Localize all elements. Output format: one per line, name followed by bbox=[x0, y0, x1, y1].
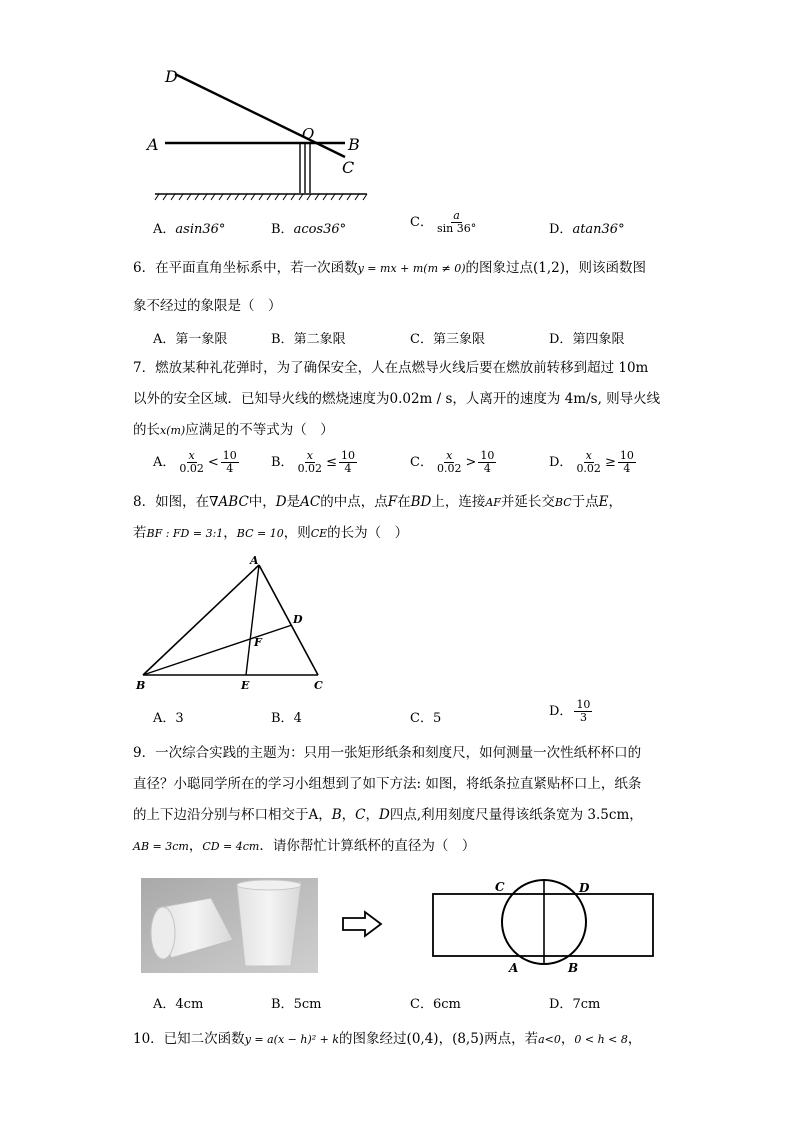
segment-dc bbox=[175, 74, 345, 157]
q7-option-d-op: ≥ bbox=[604, 455, 616, 470]
q9-t3: ， bbox=[365, 807, 380, 823]
q8-option-b-letter: B． bbox=[271, 711, 294, 726]
q6-option-a-letter: A． bbox=[153, 332, 176, 347]
q6-option-c-text: 第三象限 bbox=[432, 332, 485, 347]
q9-t2: ， bbox=[341, 807, 356, 823]
q10-t6: ， bbox=[627, 1031, 642, 1047]
q9-option-d-text: 7cm bbox=[572, 997, 601, 1012]
q5-option-c[interactable] bbox=[410, 210, 480, 235]
q8-option-d[interactable] bbox=[549, 699, 594, 724]
q10-t5: ， bbox=[560, 1031, 575, 1047]
q9-cd: CD = 4cm bbox=[202, 840, 260, 853]
q9-option-c[interactable] bbox=[410, 993, 461, 1012]
q7-option-c-den1: 0.02 bbox=[436, 462, 462, 475]
q9-line-2 bbox=[133, 775, 641, 793]
q6-text-2: 的图象过点 bbox=[465, 260, 534, 276]
q7-option-d-num2: 10 bbox=[619, 449, 634, 462]
q8-t8: 于点 bbox=[571, 494, 599, 510]
q8-ac: AC bbox=[300, 494, 321, 510]
q8-t2: 中， bbox=[248, 494, 276, 510]
q7-option-d-frac1 bbox=[574, 450, 603, 475]
q9-option-d[interactable] bbox=[549, 993, 600, 1012]
arrow-right-icon bbox=[341, 910, 383, 938]
q5-label-d: D bbox=[165, 67, 178, 86]
q7-line-3 bbox=[133, 421, 334, 440]
q8-d: D bbox=[275, 494, 287, 510]
q8-ce: CE bbox=[310, 527, 328, 540]
q9-ab: AB = 3cm bbox=[133, 840, 189, 853]
q8-t13: 的长为（ ） bbox=[327, 525, 409, 541]
q9-t1: 的上下边沿分别与杯口相交于A， bbox=[133, 807, 332, 823]
q8-option-c-text: 5 bbox=[432, 711, 442, 726]
q6-line-1 bbox=[133, 259, 646, 278]
q6-option-a-text: 第一象限 bbox=[175, 332, 228, 347]
q6-text-3: ，则该函数图 bbox=[565, 260, 647, 276]
q7-line-1 bbox=[133, 359, 648, 377]
q7-option-c-num2: 10 bbox=[480, 449, 495, 462]
q8-segment-bd bbox=[143, 625, 292, 675]
q8-t3: 是 bbox=[286, 494, 301, 510]
q6-text-4: 象不经过的象限是（ ） bbox=[133, 298, 282, 314]
q8-option-a[interactable] bbox=[153, 707, 184, 726]
q9-line-3 bbox=[133, 806, 643, 824]
q7-line-2 bbox=[133, 390, 660, 408]
q8-side-ac bbox=[259, 565, 318, 675]
q8-line-2 bbox=[133, 524, 408, 543]
q10-cond2: 0 < h < 8 bbox=[574, 1033, 628, 1046]
q7-option-c-num1: x bbox=[446, 449, 453, 462]
q8-option-d-fraction bbox=[574, 699, 592, 724]
q8-segment-ae bbox=[246, 565, 259, 675]
q7-var: x(m) bbox=[160, 424, 186, 437]
q7-option-a-frac1 bbox=[177, 450, 206, 475]
q9-c: C bbox=[355, 807, 366, 823]
q6-option-c-letter: C． bbox=[410, 332, 433, 347]
q7-option-b-frac1 bbox=[296, 450, 325, 475]
q8-ratio: BF : FD = 3:1 bbox=[146, 527, 224, 540]
q8-option-b-text: 4 bbox=[293, 711, 302, 726]
q8-label-e: E bbox=[241, 679, 250, 692]
q5-label-c: C bbox=[342, 158, 355, 177]
q9-option-a-text: 4cm bbox=[175, 997, 204, 1012]
q7-option-d-den1: 0.02 bbox=[576, 462, 601, 475]
q6-option-d-text: 第四象限 bbox=[572, 332, 625, 347]
q10-t1: 10．已知二次函数 bbox=[133, 1031, 245, 1047]
q10-p2: (8,5) bbox=[452, 1031, 485, 1047]
q5-label-b: B bbox=[348, 135, 360, 154]
q7-option-a-num1: x bbox=[188, 449, 195, 462]
q8-bc-value: BC = 10 bbox=[236, 527, 284, 540]
q9-diagram bbox=[428, 876, 660, 976]
q8-label-c: C bbox=[314, 679, 323, 692]
q5-option-c-num: a bbox=[453, 209, 460, 222]
q8-option-b[interactable] bbox=[271, 707, 302, 726]
q5-option-b-text: acos36° bbox=[293, 222, 347, 237]
q8-t4: 的中点，点 bbox=[320, 494, 388, 510]
q5-option-a-text: asin36° bbox=[175, 222, 226, 237]
q7-text-3: ，人离开的速度为 4m/s, 则导火线 bbox=[452, 391, 661, 407]
q6-text-1: 6．在平面直角坐标系中，若一次函数 bbox=[133, 260, 358, 276]
q9-text-2: 直径？小聪同学所在的学习小组想到了如下方法: 如图，将纸条拉直紧贴杯口上，纸条 bbox=[133, 776, 642, 792]
q9-label-a: A bbox=[509, 961, 519, 975]
q8-e: E bbox=[598, 494, 609, 510]
q9-option-c-text: 6cm bbox=[432, 997, 461, 1012]
q7-option-c[interactable] bbox=[410, 450, 498, 475]
q9-cups-photo bbox=[141, 878, 318, 973]
q5-option-c-letter: C． bbox=[410, 215, 433, 230]
q7-option-b[interactable] bbox=[271, 450, 359, 475]
q9-line-1 bbox=[133, 744, 641, 762]
q7-option-a[interactable] bbox=[153, 450, 241, 475]
q7-text-5: 应满足的不等式为（ ） bbox=[185, 422, 334, 438]
q10-t2: 的图象经过 bbox=[339, 1031, 407, 1047]
q8-t10: 若 bbox=[133, 525, 147, 541]
q9-option-b-text: 5cm bbox=[293, 997, 322, 1012]
standing-cup bbox=[237, 882, 301, 966]
q7-option-c-frac2 bbox=[478, 450, 496, 475]
q5-option-d-text: atan36° bbox=[572, 222, 625, 237]
q9-option-b-letter: B． bbox=[271, 997, 294, 1012]
q8-label-d: D bbox=[293, 613, 303, 626]
q5-option-a[interactable] bbox=[153, 218, 225, 237]
q9-d: D bbox=[379, 807, 390, 823]
q7-option-d[interactable] bbox=[549, 450, 638, 475]
q5-label-o: O bbox=[302, 125, 315, 143]
q8-label-f: F bbox=[254, 636, 262, 649]
q10-t4: 两点，若 bbox=[484, 1031, 539, 1047]
q9-option-a[interactable] bbox=[153, 993, 203, 1012]
q7-option-d-num1: x bbox=[585, 449, 592, 462]
q7-option-c-den2: 4 bbox=[483, 462, 491, 475]
q6-option-a[interactable] bbox=[153, 328, 227, 347]
q6-option-d[interactable] bbox=[549, 328, 624, 347]
q9-t4: 四点,利用刻度尺量得该纸条宽为 3.5cm， bbox=[389, 807, 643, 823]
q10-p1: (0,4) bbox=[406, 1031, 439, 1047]
q9-option-c-letter: C． bbox=[410, 997, 433, 1012]
q8-t7: 并延长交 bbox=[500, 494, 555, 510]
q8-label-b: B bbox=[136, 679, 146, 692]
q8-bc: BC bbox=[554, 496, 572, 509]
q7-option-c-op: > bbox=[465, 455, 477, 470]
q6-option-b-letter: B． bbox=[271, 332, 294, 347]
q9-label-c: C bbox=[495, 880, 505, 894]
q8-t11: ， bbox=[223, 525, 237, 541]
q7-option-b-op: ≤ bbox=[326, 455, 337, 470]
q6-option-c[interactable] bbox=[410, 328, 485, 347]
q8-t12: ，则 bbox=[283, 525, 311, 541]
standing-cup-rim bbox=[237, 880, 301, 890]
q7-option-a-num2: 10 bbox=[222, 449, 237, 462]
q7-text-4: 的长 bbox=[133, 422, 160, 438]
q9-t6: ．请你帮忙计算纸杯的直径为（ ） bbox=[259, 838, 476, 854]
q6-option-b-text: 第二象限 bbox=[293, 332, 346, 347]
q9-b: B bbox=[331, 807, 342, 823]
q8-t5: 在 bbox=[397, 494, 411, 510]
q8-label-a: A bbox=[250, 554, 259, 567]
q7-option-d-frac2 bbox=[618, 450, 636, 475]
q5-option-b-letter: B． bbox=[271, 222, 294, 237]
q5-option-c-den: sin 36° bbox=[436, 222, 477, 235]
q6-formula: y = mx + m(m ≠ 0) bbox=[357, 262, 466, 275]
q8-t6: 上，连接 bbox=[431, 494, 486, 510]
q9-label-d: D bbox=[579, 881, 590, 895]
q7-text-1: 7．燃放某种礼花弹时，为了确保安全，人在点燃导火线后要在燃放前转移到超过 10m bbox=[133, 360, 649, 376]
q8-t1: 8．如图，在 bbox=[133, 494, 210, 510]
q5-figure bbox=[145, 60, 375, 205]
q7-speed: 0.02m / s bbox=[389, 391, 453, 407]
q8-figure bbox=[132, 553, 332, 693]
q10-formula: y = a(x − h)² + k bbox=[244, 1033, 340, 1046]
q5-option-c-fraction bbox=[435, 210, 478, 235]
q8-option-a-text: 3 bbox=[175, 711, 184, 726]
q9-option-a-letter: A． bbox=[153, 997, 176, 1012]
q9-text-1: 9．一次综合实践的主题为：只用一张矩形纸条和刻度尺，如何测量一次性纸杯杯口的 bbox=[133, 745, 642, 761]
q8-option-a-letter: A． bbox=[153, 711, 176, 726]
q5-option-b[interactable] bbox=[271, 218, 346, 237]
q7-option-a-frac2 bbox=[221, 450, 239, 475]
q7-option-a-letter: A． bbox=[153, 455, 176, 470]
q6-line-2 bbox=[133, 297, 282, 315]
q8-option-d-letter: D． bbox=[549, 704, 573, 719]
q9-t5: ， bbox=[188, 838, 203, 854]
q7-option-b-frac2 bbox=[339, 450, 357, 475]
q5-option-d-letter: D． bbox=[549, 222, 573, 237]
q8-option-c-letter: C． bbox=[410, 711, 433, 726]
q7-option-c-frac1 bbox=[435, 450, 464, 475]
q7-option-b-letter: B． bbox=[271, 455, 294, 470]
paper-strip bbox=[433, 894, 653, 956]
q8-option-c[interactable] bbox=[410, 707, 441, 726]
ground-hatch bbox=[155, 194, 367, 200]
q8-af: AF bbox=[485, 496, 501, 509]
q7-option-b-num1: x bbox=[306, 449, 313, 462]
q6-option-d-letter: D． bbox=[549, 332, 573, 347]
q7-text-2: 以外的安全区域．已知导火线的燃烧速度为 bbox=[133, 391, 390, 407]
q7-option-a-op: < bbox=[207, 455, 219, 470]
q7-option-a-den1: 0.02 bbox=[179, 462, 204, 475]
q7-option-a-den2: 4 bbox=[226, 462, 234, 475]
q7-option-d-letter: D． bbox=[549, 455, 573, 470]
q8-option-d-den: 3 bbox=[579, 711, 587, 724]
lying-cup-rim bbox=[151, 907, 175, 959]
q8-tri: ∇ABC bbox=[209, 494, 249, 510]
q7-option-b-den1: 0.02 bbox=[297, 462, 323, 475]
q9-option-b[interactable] bbox=[271, 993, 321, 1012]
q9-option-d-letter: D． bbox=[549, 997, 573, 1012]
q5-option-d[interactable] bbox=[549, 218, 625, 237]
q9-label-b: B bbox=[568, 961, 579, 975]
q9-line-4 bbox=[133, 837, 475, 856]
q7-option-b-num2: 10 bbox=[340, 449, 355, 462]
q8-option-d-num: 10 bbox=[576, 698, 591, 711]
q6-option-b[interactable] bbox=[271, 328, 346, 347]
q5-label-a: A bbox=[147, 135, 159, 154]
q7-option-c-letter: C． bbox=[410, 455, 433, 470]
q10-line-1 bbox=[133, 1030, 641, 1049]
q10-cond1: a<0 bbox=[538, 1033, 561, 1046]
q8-f: F bbox=[387, 494, 398, 510]
q5-option-a-letter: A． bbox=[153, 222, 176, 237]
q8-side-ab bbox=[143, 565, 259, 675]
q10-t3: ， bbox=[438, 1031, 453, 1047]
q8-t9: ， bbox=[608, 494, 622, 510]
q7-option-d-den2: 4 bbox=[623, 462, 631, 475]
q7-option-b-den2: 4 bbox=[344, 462, 352, 475]
q8-bd: BD bbox=[410, 494, 432, 510]
q6-point: (1,2) bbox=[533, 260, 566, 276]
q8-line-1 bbox=[133, 493, 622, 512]
